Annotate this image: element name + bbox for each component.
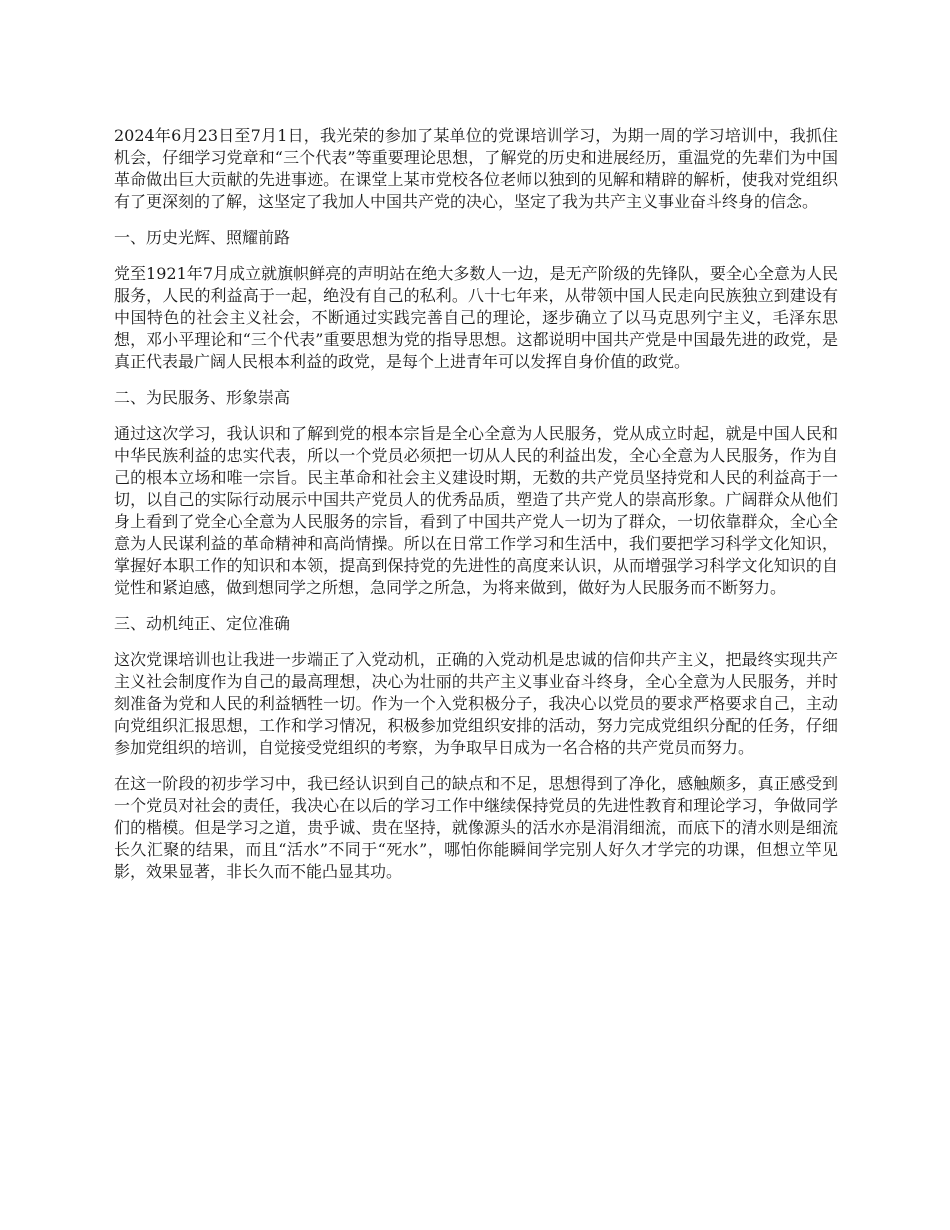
paragraph-service: 通过这次学习，我认识和了解到党的根本宗旨是全心全意为人民服务，党从成立时起，就是中国人民和中华民族利益的忠实代表，所以一个党员必须把一切从人民的利益出发，全心全意为人民服务，作为自己的根本立场和唯一宗旨。民主革命和社会主义建设时期，无数的共产党员坚持党和人民的利益高于一切，以自己的实际行动展示中国共产党员人的优秀品质，塑造了共产党人的崇高形象。广阔群众从他们身上看到了党全心全意为人民服务的宗旨，看到了中国共产党人一切为了群众，一切依靠群众，全心全意为人民谋利益的革命精神和高尚情操。所以在日常工作学习和生活中，我们要把学习科学文化知识，掌握好本职工作的知识和本领，提高到保持党的先进性的高度来认识，从而增强学习科学文化知识的自觉性和紧迫感，做到想同学之所想，急同学之所急，为将来做到，做好为人民服务而不断努力。: [114, 424, 838, 597]
section-heading-2: 二、为民服务、形象崇高: [114, 388, 291, 407]
paragraph-intro: 2024年6月23日至7月1日，我光荣的参加了某单位的党课培训学习，为期一周的学习培训中，我抓住机会，仔细学习党章和“三个代表”等重要理论思想，了解党的历史和进展经历，重温党的先辈们为中国革命做出巨大贡献的先进事迹。在课堂上某市党校各位老师以独到的见解和精辟的解析，使我对党组织有了更深刻的了解，这坚定了我加人中国共产党的决心，坚定了我为共产主义事业奋斗终身的信念。: [114, 126, 838, 211]
paragraph-motivation: 这次党课培训也让我进一步端正了入党动机，正确的入党动机是忠诚的信仰共产主义，把最终实现共产主义社会制度作为自己的最高理想，决心为壮丽的共产主义事业奋斗终身，全心全意为人民服务，并时刻准备为党和人民的利益牺牲一切。作为一个入党积极分子，我决心以党员的要求严格要求自己，主动向党组织汇报思想，工作和学习情况，积极参加党组织安排的活动，努力完成党组织分配的任务，仔细参加党组织的培训，自觉接受党组织的考察，为争取早日成为一名合格的共产党员而努力。: [114, 650, 838, 757]
document-body: [114, 125, 838, 897]
paragraph-conclusion: 在这一阶段的初步学习中，我已经认识到自己的缺点和不足，思想得到了净化，感触颇多，真正感受到一个党员对社会的责任，我决心在以后的学习工作中继续保持党员的先进性教育和理论学习，争做同学们的楷模。但是学习之道，贵乎诚、贵在坚持，就像源头的活水亦是涓涓细流，而底下的清水则是细流长久汇聚的结果，而且“活水”不同于“死水”，哪怕你能瞬间学完别人好久才学完的功课，但想立竿见影，效果显著，非长久而不能凸显其功。: [114, 774, 838, 881]
section-heading-1: 一、历史光辉、照耀前路: [114, 228, 291, 247]
section-heading-3: 三、动机纯正、定位准确: [114, 614, 291, 633]
paragraph-history: 党至1921年7月成立就旗帜鲜亮的声明站在绝大多数人一边，是无产阶级的先锋队，要全心全意为人民服务，人民的利益高于一起，绝没有自己的私利。八十七年来，从带领中国人民走向民族独立到建设有中国特色的社会主义社会，不断通过实践完善自己的理论，逐步确立了以马克思列宁主义，毛泽东思想，邓小平理论和“三个代表”重要思想为党的指导思想。这都说明中国共产党是中国最先进的政党，是真正代表最广阔人民根本利益的政党，是每个上进青年可以发挥自身价值的政党。: [114, 264, 838, 371]
